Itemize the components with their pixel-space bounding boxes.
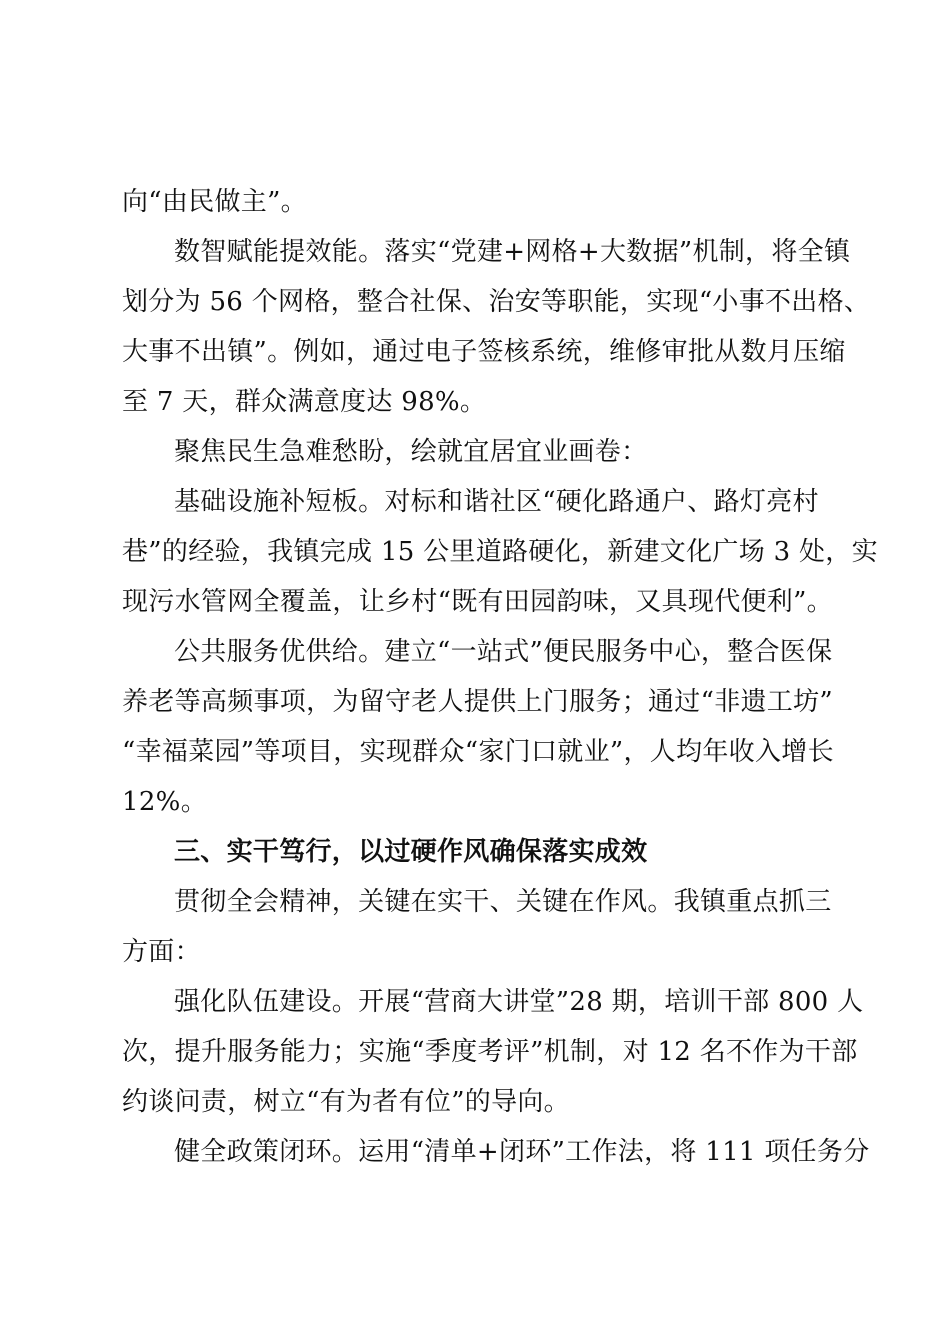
text-line-16: 方面： — [122, 937, 201, 967]
text-line-1: 向“由民做主”。 — [122, 187, 307, 217]
text-line-17: 强化队伍建设。开展“营商大讲堂”28 期，培训干部 800 人 — [174, 987, 864, 1017]
text-line-11: 养老等高频事项，为留守老人提供上门服务；通过“非遗工坊” — [122, 687, 833, 717]
text-line-3: 划分为 56 个网格，整合社保、治安等职能，实现“小事不出格、 — [122, 287, 871, 317]
text-line-9: 现污水管网全覆盖，让乡村“既有田园韵味，又具现代便利”。 — [122, 587, 833, 617]
text-line-20: 健全政策闭环。运用“清单+闭环”工作法，将 111 项任务分 — [174, 1137, 870, 1167]
text-line-10: 公共服务优供给。建立“一站式”便民服务中心，整合医保 — [174, 637, 833, 667]
section-heading: 三、实干笃行，以过硬作风确保落实成效 — [174, 837, 648, 867]
text-line-2: 数智赋能提效能。落实“党建+网格+大数据”机制，将全镇 — [174, 237, 851, 267]
text-line-6: 聚焦民生急难愁盼，绘就宜居宜业画卷： — [174, 437, 648, 467]
text-line-12: “幸福菜园”等项目，实现群众“家门口就业”，人均年收入增长 — [122, 737, 834, 767]
text-line-15: 贯彻全会精神，关键在实干、关键在作风。我镇重点抓三 — [174, 887, 832, 917]
text-line-13: 12%。 — [122, 787, 207, 817]
text-line-18: 次，提升服务能力；实施“季度考评”机制，对 12 名不作为干部 — [122, 1037, 858, 1067]
text-line-19: 约谈问责，树立“有为者有位”的导向。 — [122, 1087, 570, 1117]
text-line-7: 基础设施补短板。对标和谐社区“硬化路通户、路灯亮村 — [174, 487, 819, 517]
text-line-4: 大事不出镇”。例如，通过电子签核系统，维修审批从数月压缩 — [122, 337, 846, 367]
text-line-5: 至 7 天，群众满意度达 98%。 — [122, 387, 487, 417]
text-line-8: 巷”的经验，我镇完成 15 公里道路硬化，新建文化广场 3 处，实 — [122, 537, 878, 567]
